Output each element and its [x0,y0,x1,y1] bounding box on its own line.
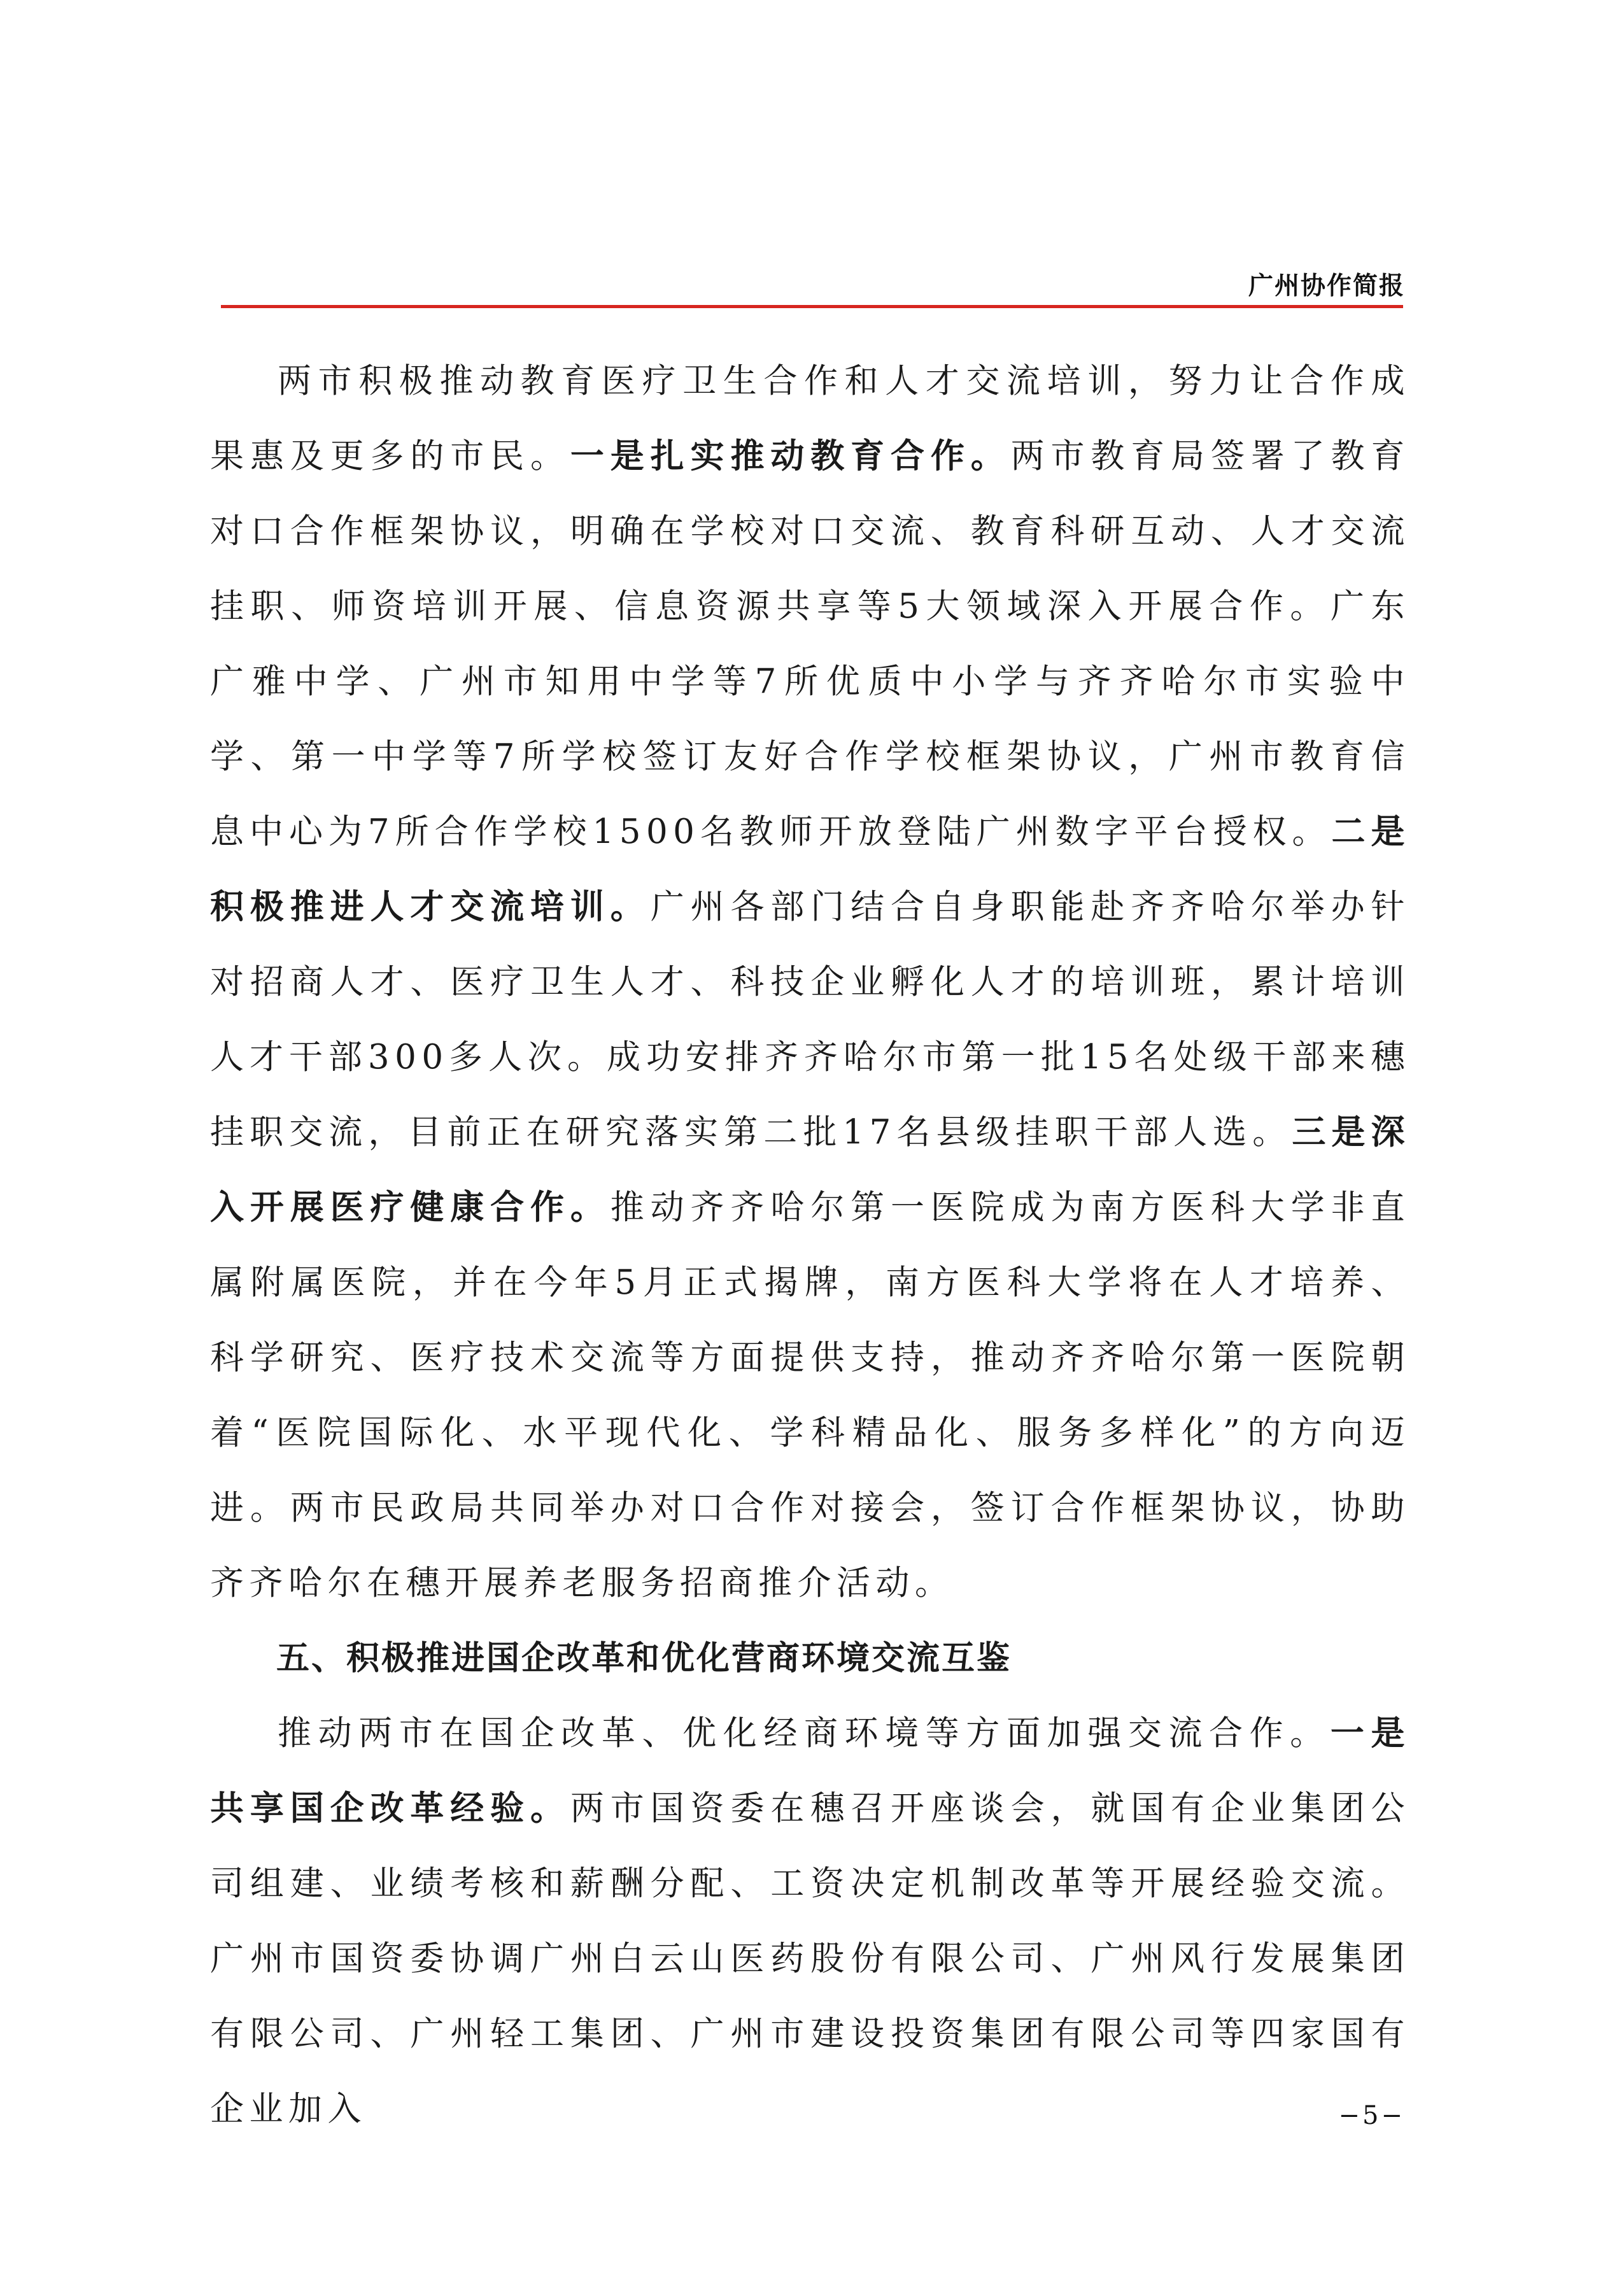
bold-point-education: 一是扎实推动教育合作。 [570,437,1011,476]
bold-point-talent: 二是积极推进人才交流培训。 [210,812,1410,926]
bold-point-soe: 一是共享国企改革经验。 [210,1714,1411,1828]
paragraph-education-medical [210,344,1410,1621]
paragraph-text: 两市积极推动教育医疗卫生合作和人才交流培训，努力让合作成果惠及更多的市民。 [210,362,1410,476]
paragraph-soe-reform [210,1696,1410,2147]
bold-point-medical: 三是深入开展医疗健康合作。 [210,1113,1410,1227]
paragraph-text: 推动齐齐哈尔第一医院成为南方医科大学非直属附属医院，并在今年5月正式揭牌，南方医科大学将在人才培养、科学研究、医疗技术交流等方面提供支持，推动齐齐哈尔第一医院朝着“医院国际化、水平现代化、学科精品化、服务多样化”的方向迈进。两市民政局共同举办对口合作对接会，签订合作框架协议，协助齐齐哈尔在穗开展养老服务招商推介活动。 [210,1188,1411,1602]
paragraph-text: 两市教育局签署了教育对口合作框架协议，明确在学校对口交流、教育科研互动、人才交流挂职、师资培训开展、信息资源共享等5大领域深入开展合作。广东广雅中学、广州市知用中学等7所优质中小学与齐齐哈尔市实验中学、第一中学等7所学校签订友好合作学校框架协议，广州市教育信息中心为7所合作学校1500名教师开放登陆广州数字平台授权。 [210,437,1411,851]
header-divider [221,305,1403,308]
paragraph-text: 广州各部门结合自身职能赴齐齐哈尔举办针对招商人才、医疗卫生人才、科技企业孵化人才的培训班，累计培训人才干部300多人次。成功安排齐齐哈尔市第一批15名处级干部来穗挂职交流，目前正在研究落实第二批17名县级挂职干部人选。 [210,888,1411,1152]
document-body [210,344,1410,2147]
header-title: 广州协作简报 [1248,272,1405,301]
paragraph-text: 推动两市在国企改革、优化经商环境等方面加强交流合作。 [278,1714,1331,1753]
page-number: −5− [1338,2101,1405,2130]
paragraph-text: 两市国资委在穗召开座谈会，就国有企业集团公司组建、业绩考核和薪酬分配、工资决定机制改革等开展经验交流。广州市国资委协调广州白云山医药股份有限公司、广州风行发展集团有限公司、广州轻工集团、广州市建设投资集团有限公司等四家国有企业加入 [210,1789,1411,2128]
section-heading: 五、积极推进国企改革和优化营商环境交流互鉴 [276,1639,1012,1678]
